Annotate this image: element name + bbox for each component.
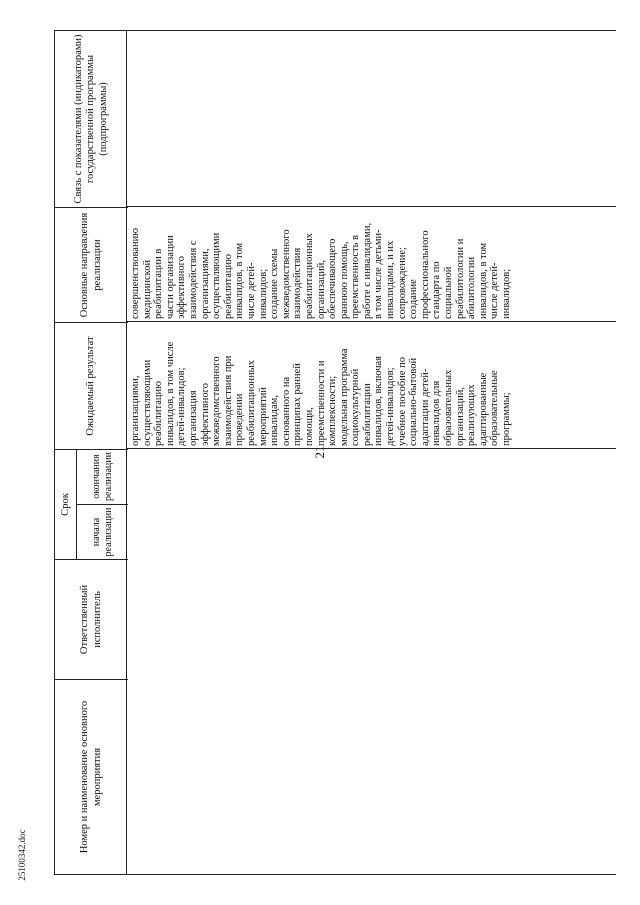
- result-cell: [130, 322, 513, 449]
- result-line: инвалидам,: [269, 395, 281, 446]
- result-line: социально-бытовой: [408, 357, 420, 446]
- directions-line: организациями,: [199, 248, 211, 319]
- result-line: адаптации детей-: [419, 368, 431, 446]
- result-line: основанного на: [280, 376, 292, 446]
- header-term: Срок: [55, 450, 77, 559]
- directions-line: медицинской: [141, 259, 153, 319]
- directions-line: межведомственного: [280, 229, 292, 319]
- directions-line: социальной: [443, 266, 455, 319]
- header-term-start: начала реализации: [77, 504, 128, 559]
- result-line: организациями,: [130, 375, 141, 446]
- file-name: 25100342.doc: [17, 829, 27, 881]
- directions-cell: [130, 207, 513, 322]
- directions-line: раннюю помощь,: [338, 241, 350, 319]
- result-line: детей-инвалидов;: [385, 367, 397, 446]
- header-directions: Основные направления реализации: [55, 207, 128, 322]
- result-line: комплексности;: [327, 375, 339, 446]
- directions-line: работе с инвалидами,: [361, 222, 373, 319]
- header-indicators: Связь с показателями (индикаторами) государственной программы (подпрограммы): [73, 34, 109, 204]
- directions-line: стандарта по: [431, 261, 443, 319]
- result-line: образовательных: [443, 369, 455, 446]
- directions-line: части организации: [164, 235, 176, 319]
- result-line: программы;: [501, 392, 512, 446]
- directions-line: создание: [408, 279, 420, 319]
- directions-line: инвалидов, в том: [234, 242, 246, 319]
- directions-line: преемственность в: [350, 234, 362, 319]
- result-line: мероприятий: [257, 387, 269, 446]
- header-result: Ожидаемый результат: [55, 322, 128, 449]
- directions-line: числе детей-: [489, 262, 501, 319]
- rotated-table: [54, 30, 616, 875]
- directions-line: инвалидов, в том: [477, 242, 489, 319]
- result-line: помощи,: [303, 407, 315, 446]
- header-term-group: [55, 449, 128, 559]
- result-line: реабилитацию: [153, 381, 165, 446]
- result-line: проведении: [234, 393, 246, 446]
- result-line: модельная программа: [338, 348, 350, 446]
- directions-line: организаций,: [315, 260, 327, 319]
- directions-line: реабилитационных: [303, 233, 315, 319]
- directions-line: инвалидами, и их: [385, 240, 397, 319]
- result-line: эффективного: [199, 383, 211, 446]
- result-line: взаимодействия при: [222, 355, 234, 446]
- directions-line: сопровождение;: [396, 247, 408, 319]
- header-term-end: окончания реализации: [91, 452, 114, 501]
- result-line: реабилитационных: [245, 360, 257, 446]
- table-body: [127, 30, 616, 875]
- result-line: преемственности и: [315, 360, 327, 446]
- result-line: учебное пособие по: [396, 357, 408, 446]
- result-line: межведомственного: [211, 356, 223, 446]
- directions-line: реабилитологии и: [454, 238, 466, 319]
- directions-line: инвалидов;: [257, 268, 269, 319]
- result-line: организаций,: [454, 387, 466, 446]
- directions-line: профессионального: [419, 230, 431, 319]
- result-line: инвалидов для: [431, 380, 443, 446]
- directions-line: взаимодействия с: [187, 240, 199, 319]
- result-line: организация: [187, 390, 199, 446]
- page-number: 21: [312, 445, 327, 459]
- result-line: адаптированные: [477, 372, 489, 446]
- result-line: принципах ранней: [292, 363, 304, 446]
- directions-line: создание схемы: [269, 248, 281, 319]
- result-line: инвалидов, включая: [373, 356, 385, 446]
- result-line: реализующих: [466, 384, 478, 446]
- directions-line: инвалидов;: [501, 268, 512, 319]
- directions-line: эффективного: [176, 256, 188, 319]
- directions-line: осуществляющими: [211, 232, 223, 319]
- result-line: осуществляющими: [141, 359, 153, 446]
- directions-line: обеспечивающего: [327, 238, 339, 319]
- directions-line: в том числе детьми-: [373, 229, 385, 319]
- directions-line: реабилитацию: [222, 254, 234, 319]
- directions-line: числе детей-: [245, 262, 257, 319]
- result-line: инвалидов, в том числе: [164, 341, 176, 446]
- directions-line: совершенствованию: [130, 227, 141, 319]
- directions-line: взаимодействия: [292, 247, 304, 319]
- result-line: детей-инвалидов;: [176, 367, 188, 446]
- directions-line: абилитологии: [466, 256, 478, 319]
- header-measure: Номер и наименование основного мероприятия: [55, 679, 128, 874]
- table-header: [54, 30, 127, 875]
- result-line: социокультурной: [350, 368, 362, 446]
- header-executor: Ответственный исполнитель: [55, 559, 128, 679]
- result-line: реабилитации: [361, 383, 373, 446]
- result-line: образовательные: [489, 370, 501, 446]
- directions-line: реабилитации в: [153, 248, 165, 319]
